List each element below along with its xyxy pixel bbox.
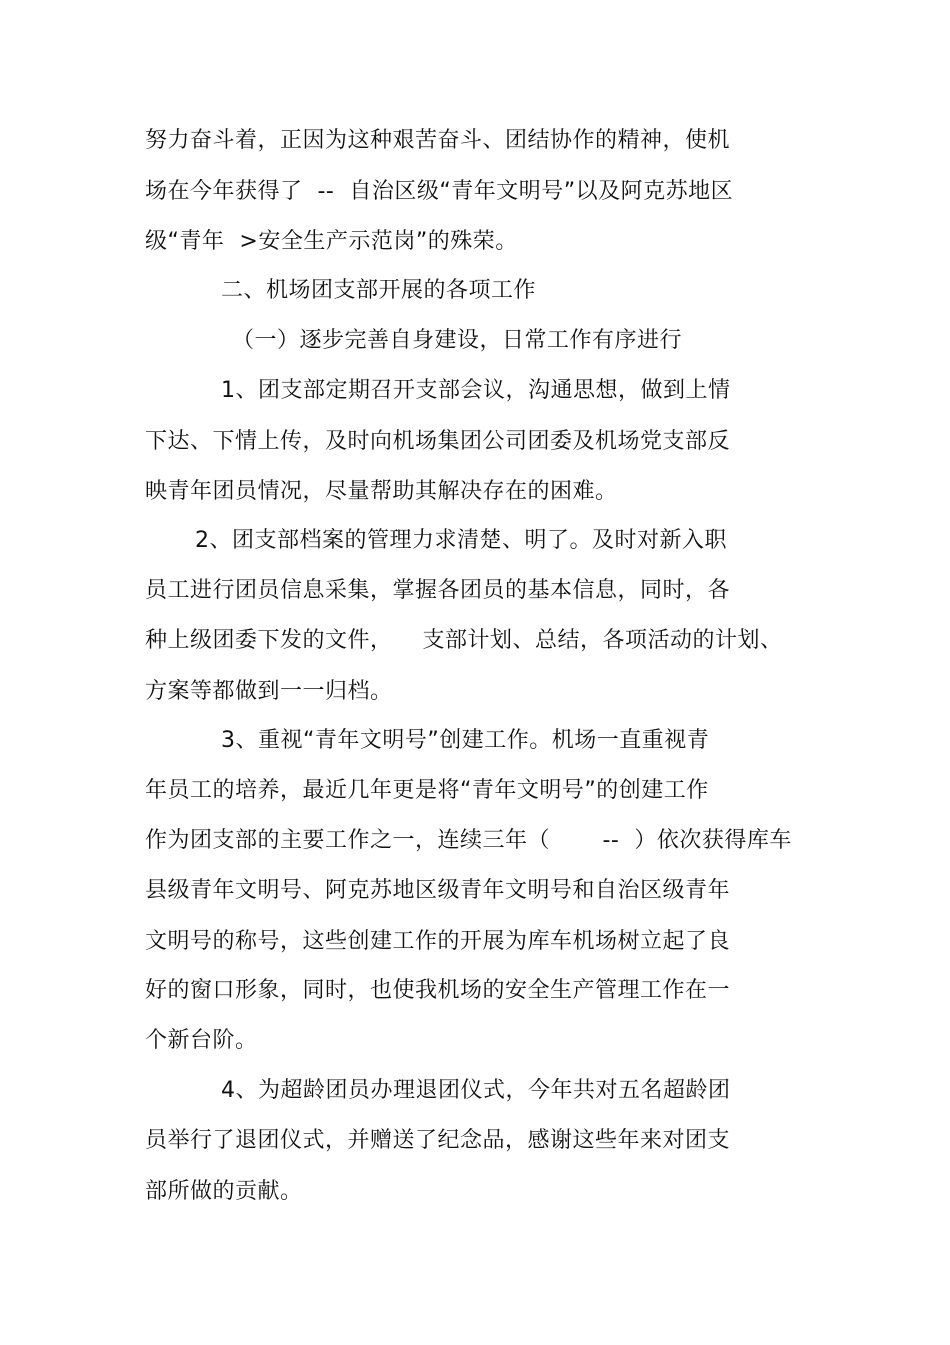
section-heading: 二、机场团支部开展的各项工作 [221, 278, 537, 303]
text-line: 2、团支部档案的管理力求清楚、明了。及时对新入职 [195, 528, 727, 553]
text-line: 方案等都做到一一归档。 [145, 679, 393, 704]
text-line: 级“青年 >安全生产示范岗”的殊荣。 [145, 229, 518, 254]
text-line: 作为团支部的主要工作之一，连续三年（ -- ）依次获得库车 [145, 828, 792, 853]
subsection-heading: （一）逐步完善自身建设，日常工作有序进行 [232, 328, 683, 353]
text-line: 努力奋斗着，正因为这种艰苦奋斗、团结协作的精神，使机 [145, 128, 731, 153]
text-line: 员举行了退团仪式，并赠送了纪念品，感谢这些年来对团支 [145, 1128, 731, 1153]
text-line: 文明号的称号，这些创建工作的开展为库车机场树立起了良 [145, 929, 731, 954]
text-line: 4、为超龄团员办理退团仪式，今年共对五名超龄团 [221, 1078, 731, 1103]
text-line: 部所做的贡献。 [145, 1179, 303, 1204]
text-line: 好的窗口形象，同时，也使我机场的安全生产管理工作在一 [145, 978, 731, 1003]
text-line: 县级青年文明号、阿克苏地区级青年文明号和自治区级青年 [145, 878, 731, 903]
text-line: 年员工的培养，最近几年更是将“青年文明号”的创建工作 [145, 778, 709, 803]
text-line: 3、重视“青年文明号”创建工作。机场一直重视青 [221, 728, 710, 753]
text-line: 下达、下情上传，及时向机场集团公司团委及机场党支部反 [145, 429, 731, 454]
text-line: 种上级团委下发的文件， 支部计划、总结，各项活动的计划、 [145, 628, 783, 653]
text-line: 映青年团员情况，尽量帮助其解决存在的困难。 [145, 479, 618, 504]
text-line: 员工进行团员信息采集，掌握各团员的基本信息，同时，各 [145, 578, 731, 603]
text-line: 1、团支部定期召开支部会议，沟通思想，做到上情 [221, 378, 731, 403]
text-line: 个新台阶。 [145, 1028, 258, 1053]
text-line: 场在今年获得了 -- 自治区级“青年文明号”以及阿克苏地区 [145, 179, 734, 204]
